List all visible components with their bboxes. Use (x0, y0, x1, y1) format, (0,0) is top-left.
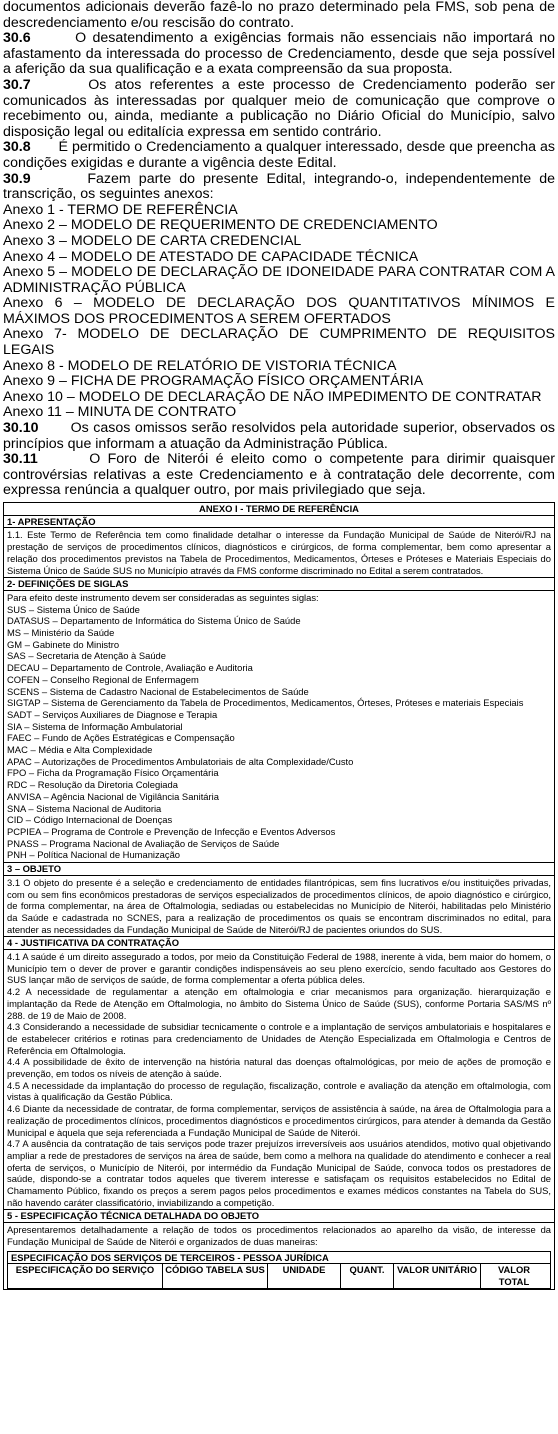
clause-30-8 (3, 140, 555, 171)
annex-item: Anexo 3 – MODELO DE CARTA CREDENCIAL (3, 232, 302, 249)
clause-text: O desatendimento a exigências formais não essenciais não importará no afastamento da interessada do processo de Credenciamento, desde que seja possível a aferição da sua qualificação e a exata compreensão da sua proposta. (3, 30, 556, 78)
column-header: VALOR UNITÁRIO (394, 1264, 481, 1287)
section-title: 5 - ESPECIFICAÇÃO TÉCNICA DETALHADA DO OBJETO (4, 1209, 554, 1222)
clause-30-6 (3, 31, 555, 78)
clause-text: Fazem parte do presente Edital, integrando-o, independentemente de transcrição, os seguintes anexos: (3, 170, 555, 203)
column-header: CÓDIGO TABELA SUS (163, 1264, 268, 1287)
section-text: 3.1 O objeto do presente é a seleção e credenciamento de entidades filantrópicas, sem fins lucrativos e/ou instituições privadas, com ou sem fins econômicos prestadoras de serviços especializados de procedimentos clínicos, de apoio diagnóstico e cirúrgico, de forma complementar, na área de Oftalmologia, sediadas ou estabelecidas no Município de Niterói, habilitadas pelo Ministério da Saúde e cadastrada no SCNES, para a realização de procedimentos os quais se encontram discriminados no edital, para atender as necessidades da Fundação Municipal de Saúde de Niterói/RJ de pacientes oriundos do SUS. (7, 876, 551, 935)
sigla-item: CID – Código Internacional de Doenças (7, 814, 173, 826)
sigla-item: FPO – Ficha da Programação Físico Orçamentária (7, 767, 219, 779)
document-page (3, 0, 555, 1290)
justification-item: 4.6 Diante da necessidade de contratar, de forma complementar, serviços de assistência à saúde, na área de Oftalmologia para a realização de procedimentos clínicos, procedimentos diagnósticos e procedimentos cirúrgicos, para atender à demanda da Gestão Municipal e àquela que seja referenciada a Fundação Municipal de Saúde de Niterói. (7, 1103, 551, 1138)
clause-text: É permitido o Credenciamento a qualquer interessado, desde que preencha as condições exigidas e durante a vigência deste Edital. (3, 139, 556, 171)
annex-title: ANEXO I - TERMO DE REFERÊNCIA (199, 503, 359, 514)
sigla-item: SADT – Serviços Auxiliares de Diagnose e Terapia (7, 708, 218, 720)
clause-number: 30.11 (3, 451, 38, 468)
section-body (4, 875, 554, 937)
sigla-item: PNASS – Programa Nacional de Avaliação de Serviços de Saúde (7, 837, 280, 849)
sigla-item: PNH – Política Nacional de Humanização (7, 849, 181, 861)
section-body (4, 949, 554, 1209)
justification-item: 4.7 A ausência da contratação de tais serviços pode trazer prejuízos irreversíveis aos usuários atendidos, motivo qual objetivando ampliar a rede de prestadores de serviços na área de saúde, bem como a melhora na qualidade do atendimento e conhecer a real oferta de serviços, o Município de Niterói, por intermédio da Fundação Municipal de Saúde, convoca todos os prestadores de saúde, dispondo-se a contratar todos aqueles que tiverem interesse e satisfaçam os requisitos estabelecidos no Edital de Chamamento Público, fixando os preços a serem pagos pelos procedimentos e exames médicos constantes na Tabela do SUS, não havendo caráter classificatório, inviabilizando a competição. (7, 1138, 551, 1208)
annex-item: Anexo 1 - TERMO DE REFERÊNCIA (3, 201, 238, 218)
services-table-header (8, 1264, 550, 1287)
clause-30-9 (3, 172, 555, 203)
clause-number: 30.10 (3, 420, 39, 437)
sigla-item: MS – Ministério da Saúde (7, 627, 115, 639)
annex-item: Anexo 8 - MODELO DE RELATÓRIO DE VISTORIA TÉCNICA (3, 357, 397, 374)
section-title: 4 - JUSTIFICATIVA DA CONTRATAÇÃO (4, 936, 554, 949)
justification-item: 4.5 A necessidade da implantação do processo de regulação, fiscalização, controle e avaliação da atenção em oftalmologia, com vistas à qualificação da Gestão Pública. (7, 1079, 551, 1103)
clause-text: Os atos referentes a este processo de Credenciamento poderão ser comunicados às interessadas por qualquer meio de comunicação que comprove o recebimento ou, ainda, mediante a publicação no Diário Oficial do Município, salvo disposição legal ou editalícia expressa em sentido contrário. (3, 76, 556, 140)
sigla-item: COFEN – Conselho Regional de Enfermagem (7, 673, 199, 685)
services-table (7, 1251, 551, 1289)
sigla-item: ANVISA – Agência Nacional de Vigilância Sanitária (7, 790, 219, 802)
sigla-item: DECAU – Departamento de Controle, Avaliação e Auditoria (7, 662, 253, 674)
column-header: UNIDADE (268, 1264, 341, 1287)
annex-item: Anexo 11 – MINUTA DE CONTRATO (3, 404, 237, 421)
sigla-item: SNA – Sistema Nacional de Auditoria (7, 802, 162, 814)
clause-number: 30.7 (3, 76, 31, 93)
annex-item: Anexo 6 – MODELO DE DECLARAÇÃO DOS QUANTITATIVOS MÍNIMOS E MÁXIMOS DOS PROCEDIMENTOS A SEREM OFERTADOS (3, 295, 555, 327)
section-title: 3 – OBJETO (4, 862, 554, 875)
sigla-item: GM – Gabinete do Ministro (7, 638, 120, 650)
clause-number: 30.9 (3, 170, 31, 187)
clause-number: 30.8 (3, 139, 31, 156)
justification-item: 4.2 A necessidade de regulamentar a atenção em oftalmologia e criar mecanismos para organização. hierarquização e implantação da Rede de Atenção em Oftalmologia, no âmbito do Sistema Único de Saúde (SUS), conforme Portaria SAS/MS nº 288. de 19 de Maio de 2008. (7, 986, 551, 1021)
section-title: 2- DEFINIÇÕES DE SIGLAS (4, 577, 554, 590)
section-text: Apresentaremos detalhadamente a relação de todos os procedimentos relacionados ao aparelho da visão, de interesse da Fundação Municipal de Saúde de Niterói e organizados de duas maneiras: (7, 1224, 551, 1247)
sigla-item: RDC – Resolução da Diretoria Colegiada (7, 779, 178, 791)
annex-list (3, 203, 555, 421)
clause-text: Os casos omissos serão resolvidos pela autoridade superior, observados os princípios que informam a atuação da Administração Pública. (3, 420, 555, 452)
annex-item: Anexo 10 – MODELO DE DECLARAÇÃO DE NÃO IMPEDIMENTO DE CONTRATAR (3, 388, 542, 405)
clause-30-11 (3, 452, 555, 499)
clause-text: O Foro de Niterói é eleito como o competente para dirimir quaisquer controvérsias relativas a este Credenciamento e à contratação dele decorrente, com expressa renúncia a qualquer outro, por mais privilegiado que seja. (3, 451, 555, 499)
annex-item: Anexo 2 – MODELO DE REQUERIMENTO DE CREDENCIAMENTO (3, 217, 438, 234)
section-body (4, 590, 554, 862)
siglas-intro: Para efeito deste instrumento devem ser consideradas as seguintes siglas: (7, 591, 319, 603)
sigla-item: SUS – Sistema Único de Saúde (7, 603, 140, 615)
annex-i-box (3, 502, 555, 1290)
column-header: VALOR TOTAL (497, 1264, 531, 1287)
annex-item: Anexo 4 – MODELO DE ATESTADO DE CAPACIDADE TÉCNICA (3, 248, 419, 265)
clause-number: 30.6 (3, 30, 31, 47)
clause-30-10 (3, 421, 555, 452)
paragraph: documentos adicionais deverão fazê-lo no prazo determinado pela FMS, sob pena de descredenciamento e/ou rescisão do contrato. (3, 0, 555, 31)
annex-item: Anexo 7- MODELO DE DECLARAÇÃO DE CUMPRIMENTO DE REQUISITOS LEGAIS (3, 326, 555, 359)
sigla-item: SAS – Secretaria de Atenção à Saúde (7, 650, 166, 662)
annex-item: Anexo 5 – MODELO DE DECLARAÇÃO DE IDONEIDADE PARA CONTRATAR COM A ADMINISTRAÇÃO PÚBLICA (3, 264, 555, 296)
justification-item: 4.3 Considerando a necessidade de subsidiar tecnicamente o controle e a implantação de serviços ambulatoriais e hospitalares e de estabelecer critérios e rotinas para credenciamento de Unidades de Atenção Especializada em Oftalmologia e Centros de Referência em Oftalmologia. (7, 1021, 551, 1056)
section-body (4, 527, 554, 577)
sigla-item: SIGTAP – Sistema de Gerenciamento da Tabela de Procedimentos, Medicamentos, Órteses, Próteses e materiais Especiais (7, 697, 524, 709)
column-header: QUANT. (341, 1264, 394, 1287)
section-body (4, 1222, 554, 1248)
column-header: ESPECIFICAÇÃO DO SERVIÇO (8, 1264, 163, 1287)
sigla-item: APAC – Autorizações de Procedimentos Ambulatoriais de alta Complexidade/Custo (7, 755, 354, 767)
justification-item: 4.1 A saúde é um direito assegurado a todos, por meio da Constituição Federal de 1988, inerente à vida, bem maior do homem, o Município tem o dever de prover e garantir condições indispensáveis ao seu pleno exercício, sendo facultado aos Gestores do SUS lançar mão de serviços de saúde, de forma complementar a oferta pública deles. (7, 951, 551, 986)
annex-item: Anexo 9 – FICHA DE PROGRAMAÇÃO FÍSICO ORÇAMENTÁRIA (3, 373, 424, 390)
sigla-item: DATASUS – Departamento de Informática do Sistema Único de Saúde (7, 615, 301, 627)
sigla-item: SIA – Sistema de Informação Ambulatorial (7, 720, 183, 732)
section-title: 1- APRESENTAÇÃO (4, 515, 554, 528)
sigla-item: FAEC – Fundo de Ações Estratégicas e Compensação (7, 732, 235, 744)
section-text: 1.1. Este Termo de Referência tem como finalidade detalhar o interesse da Fundação Municipal de Saúde de Niterói/RJ na prestação de serviços de procedimentos clínicos, diagnósticos e cirúrgicos, de forma complementar, bem como apresentar a relação dos procedimentos previstos na Tabela de Procedimentos, Medicamentos, Órteses e Próteses e Materiais Especiais do Sistema Único de Saúde SUS no Município através da FMS conforme discriminado no Edital a serem contratados. (7, 529, 551, 576)
sigla-item: PCPIEA – Programa de Controle e Prevenção de Infecção e Eventos Adversos (7, 825, 336, 837)
sigla-item: SCENS – Sistema de Cadastro Nacional de Estabelecimentos de Saúde (7, 685, 309, 697)
edital-text (3, 0, 555, 499)
services-table-title: ESPECIFICAÇÃO DOS SERVIÇOS DE TERCEIROS - PESSOA JURÍDICA (8, 1252, 550, 1265)
justification-item: 4.4 A possibilidade de êxito de intervenção na história natural das doenças oftalmológicas, por meio de ações de promoção e prevenção, em todos os níveis de atenção à saúde. (7, 1056, 551, 1080)
sigla-item: MAC – Média e Alta Complexidade (7, 744, 153, 756)
clause-30-7 (3, 78, 555, 140)
